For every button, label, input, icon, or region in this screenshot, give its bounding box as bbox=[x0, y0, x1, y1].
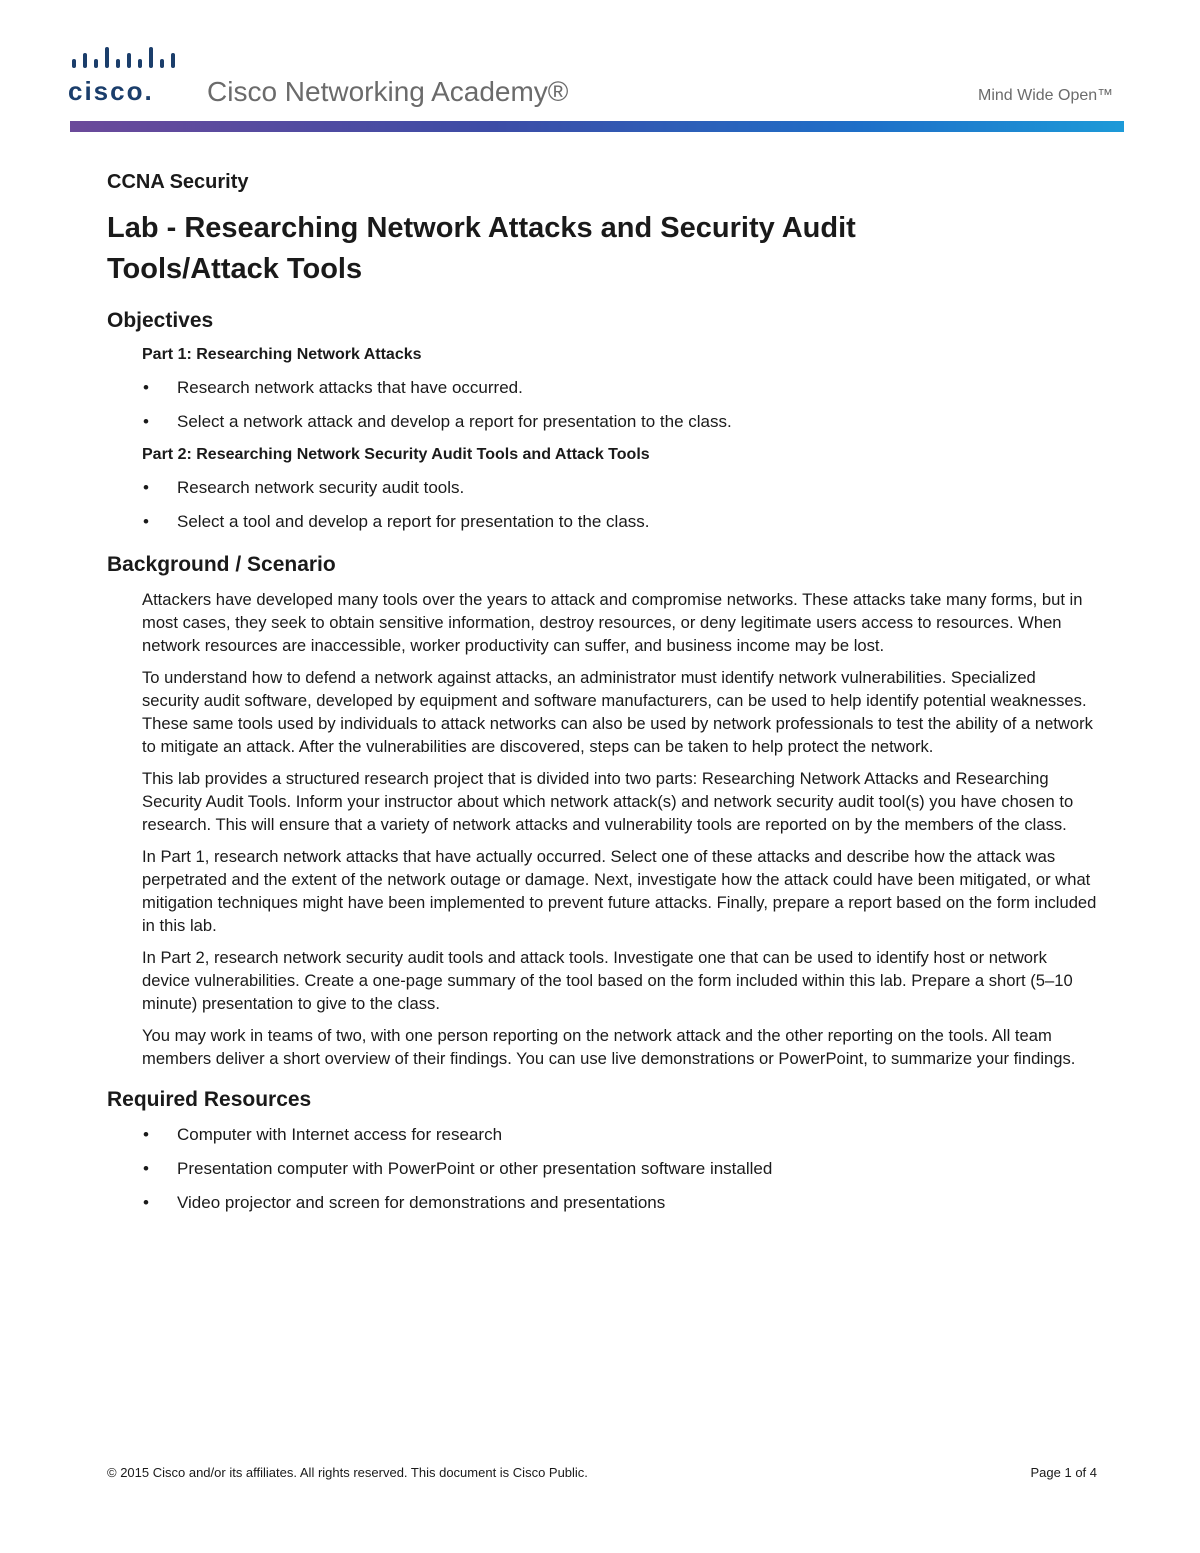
resources-heading: Required Resources bbox=[107, 1088, 312, 1111]
page-number: Page 1 of 4 bbox=[1030, 1465, 1097, 1480]
list-item: • Video projector and screen for demonstrations and presentations bbox=[107, 1191, 1097, 1215]
list-item: • Presentation computer with PowerPoint or other presentation software installed bbox=[107, 1157, 1097, 1181]
part1-list bbox=[107, 376, 1097, 434]
list-item: • Research network attacks that have occurred. bbox=[107, 376, 1097, 400]
resources-list bbox=[107, 1123, 1097, 1215]
page-header bbox=[0, 0, 1200, 140]
copyright-text: © 2015 Cisco and/or its affiliates. All rights reserved. This document is Cisco Public. bbox=[107, 1465, 588, 1480]
list-item: • Select a tool and develop a report for presentation to the class. bbox=[107, 510, 1097, 534]
objectives-heading: Objectives bbox=[107, 309, 214, 332]
paragraph: In Part 2, research network security audit tools and attack tools. Investigate one that can be used to identify host or network device vulnerabilities. Create a one-page summary of the tool based on the form included within this lab. Prepare a short (5–10 minute) presentation to give to the class. bbox=[142, 948, 1073, 1013]
cisco-bridge-icon bbox=[70, 44, 180, 74]
page-footer bbox=[107, 1465, 1097, 1480]
brand-bar bbox=[70, 121, 1124, 132]
document-body bbox=[107, 168, 1097, 1225]
part2-list bbox=[107, 476, 1097, 534]
paragraph: Attackers have developed many tools over the years to attack and compromise networks. These attacks take many forms, but in most cases, they seek to obtain sensitive information, destroy resources, or deny legitimate users access to resources. When network resources are inaccessible, worker productivity can suffer, and business income may be lost. bbox=[142, 590, 1083, 655]
paragraph: You may work in teams of two, with one person reporting on the network attack and the other reporting on the tools. All team members deliver a short overview of their findings. You can use live demonstrations or PowerPoint, to summarize your findings. bbox=[142, 1026, 1076, 1068]
list-item: • Computer with Internet access for research bbox=[107, 1123, 1097, 1147]
background-heading: Background / Scenario bbox=[107, 553, 336, 576]
cisco-wordmark: cisco. bbox=[68, 76, 154, 106]
paragraph: To understand how to defend a network against attacks, an administrator must identify network vulnerabilities. Specialized security audit software, developed by equipment and software manufacturers, can be used to help identify potential weaknesses. These same tools used by individuals to attack networks can also be used by network professionals to test the ability of a network to mitigate an attack. After the vulnerabilities are discovered, steps can be taken to help protect the network. bbox=[142, 668, 1093, 756]
academy-name: Cisco Networking Academy® bbox=[207, 76, 569, 107]
tagline: Mind Wide Open™ bbox=[978, 87, 1114, 104]
list-item: • Research network security audit tools. bbox=[107, 476, 1097, 500]
paragraph: This lab provides a structured research project that is divided into two parts: Researching Network Attacks and Researching Security Audit Tools. Inform your instructor about which network attack(s) and network security audit tool(s) you have chosen to research. This will ensure that a variety of network attacks and vulnerability tools are reported on by the members of the class. bbox=[142, 769, 1074, 834]
list-item: • Select a network attack and develop a report for presentation to the class. bbox=[107, 410, 1097, 434]
page-title: Lab - Researching Network Attacks and Security Audit Tools/Attack Tools bbox=[107, 212, 856, 285]
part1-heading: Part 1: Researching Network Attacks bbox=[142, 346, 422, 363]
course-name: CCNA Security bbox=[107, 171, 249, 193]
part2-heading: Part 2: Researching Network Security Audit Tools and Attack Tools bbox=[142, 446, 650, 463]
cisco-logo bbox=[68, 44, 180, 106]
paragraph: In Part 1, research network attacks that have actually occurred. Select one of these attacks and describe how the attack was perpetrated and the extent of the network outage or damage. Next, investigate how the attack could have been mitigated, or what mitigation techniques might have been implemented to prevent future attacks. Finally, prepare a report based on the form included in this lab. bbox=[142, 847, 1097, 935]
